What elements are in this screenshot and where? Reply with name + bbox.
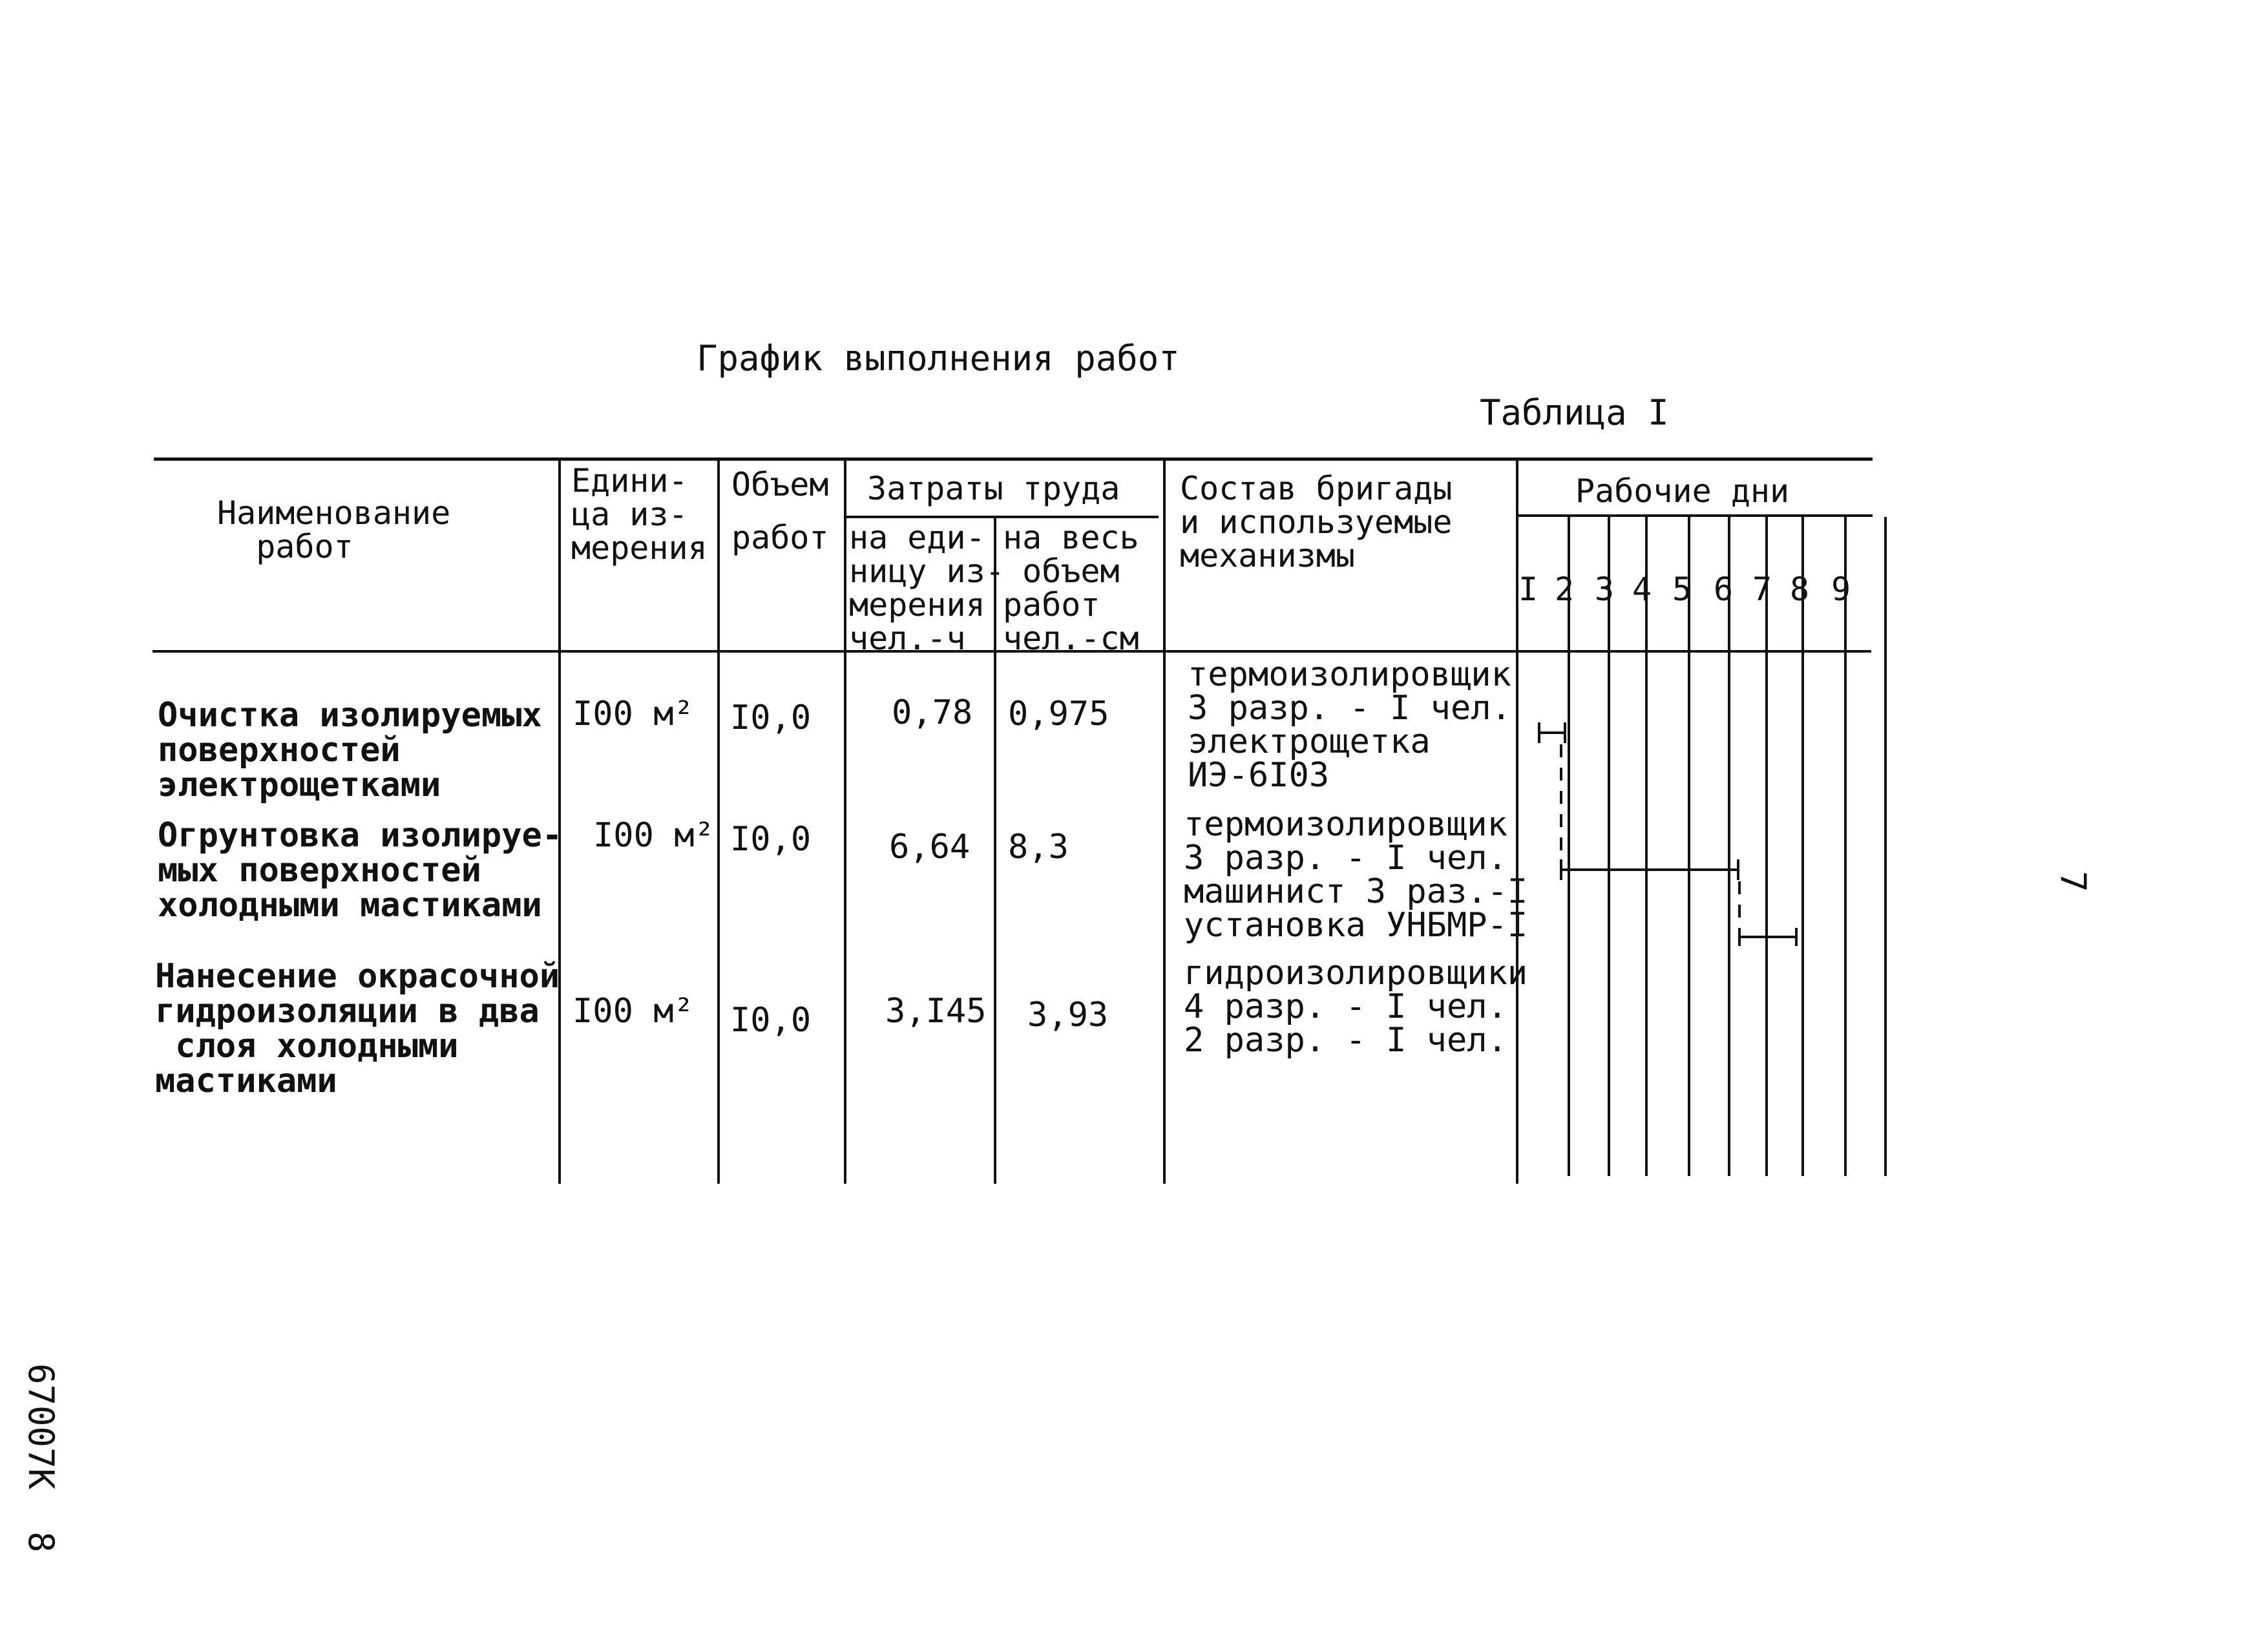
row-per-unit: 0,78: [892, 693, 973, 732]
row-volume: I0,0: [730, 1001, 812, 1040]
row-volume: I0,0: [730, 698, 812, 737]
header-crew: Состав бригады и используемые механизмы: [1180, 470, 1453, 574]
header-days: Рабочие дни: [1575, 472, 1790, 510]
row-unit: I00 м²: [572, 695, 694, 733]
row-crew: термоизолировщик 3 разр. - I чел. машинист 3 раз.-I установка УНБМР-I: [1184, 805, 1528, 945]
header-labor: Затраты труда: [867, 470, 1120, 507]
side-code: 67007К 8: [21, 1363, 61, 1553]
row-total: 3,93: [1027, 996, 1109, 1035]
day-number: 4: [1632, 571, 1652, 608]
row-total: 0,975: [1008, 695, 1109, 733]
day-number: 5: [1672, 571, 1692, 608]
day-number: 7: [1752, 571, 1772, 608]
row-total: 8,3: [1008, 828, 1069, 867]
day-number: 9: [1831, 571, 1851, 608]
header-unit: Едини- ца из- мерения: [571, 462, 708, 567]
row-work-name: Огрунтовка изолируе- мых поверхностей холодными мастиками: [158, 816, 563, 925]
day-number: 3: [1595, 571, 1615, 608]
header-labor-per-unit: на еди- ницу из- мерения чел.-ч: [849, 519, 1005, 657]
day-number: 6: [1714, 571, 1734, 608]
header-volume-top: Объем: [731, 466, 829, 503]
day-number: 2: [1555, 571, 1575, 608]
row-unit: I00 м²: [593, 816, 715, 855]
row-per-unit: 6,64: [889, 828, 971, 867]
row-work-name: Очистка изолируемых поверхностей электрощетками: [158, 696, 542, 804]
row-unit: I00 м²: [572, 992, 694, 1031]
day-number: 8: [1790, 571, 1810, 608]
header-name: Наименование работ: [217, 494, 451, 565]
document-title: График выполнения работ: [697, 338, 1180, 379]
header-labor-total: на весь объем работ чел.-см: [1003, 519, 1139, 657]
table-label: Таблица I: [1480, 392, 1669, 433]
day-number: I: [1518, 571, 1538, 608]
page-number: 7: [2053, 871, 2094, 892]
header-volume-bottom: работ: [731, 519, 829, 556]
row-per-unit: 3,I45: [885, 992, 987, 1031]
row-crew: термоизолировщик 3 разр. - I чел. электрощетка ИЭ-6I03: [1188, 655, 1511, 795]
row-volume: I0,0: [730, 820, 812, 859]
row-crew: гидроизолировщики 4 разр. - I чел. 2 разр. - I чел.: [1184, 954, 1528, 1060]
row-work-name: Нанесение окрасочной гидроизоляции в два слоя холодными мастиками: [155, 957, 560, 1100]
